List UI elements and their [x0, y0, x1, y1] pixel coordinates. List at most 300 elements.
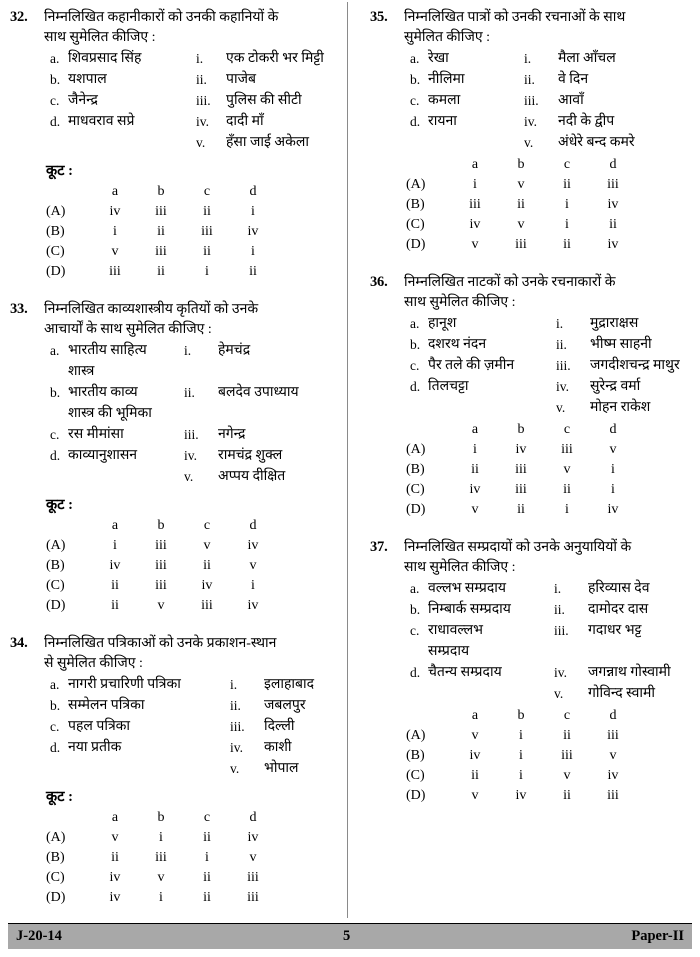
question-stem-line2: सुमेलित कीजिए :	[404, 29, 490, 45]
match-right-item	[184, 466, 285, 487]
match-left-item	[404, 48, 524, 69]
option-value-c: iv	[201, 578, 213, 593]
option-value-b: iii	[155, 558, 167, 573]
option-tag: (B)	[406, 462, 425, 477]
option-tag: (C)	[406, 482, 425, 497]
match-right-item	[524, 48, 616, 69]
options-header-blank	[404, 420, 452, 440]
option-value-b: iv	[515, 788, 527, 803]
option-value-c: iii	[561, 748, 573, 763]
option-value-a: ii	[111, 850, 119, 865]
option-tag: (C)	[46, 870, 65, 885]
option-value-a: iv	[469, 748, 481, 763]
option-value-b: i	[519, 768, 523, 783]
match-right-text: भीष्म साहनी	[590, 337, 652, 352]
match-right-numeral: i.	[230, 677, 238, 692]
question-stem-line2: साथ सुमेलित कीजिए :	[404, 294, 516, 310]
match-left-label: b.	[410, 337, 421, 352]
match-left-label: a.	[50, 51, 60, 66]
match-left-item	[404, 578, 554, 599]
option-row[interactable]	[404, 766, 636, 786]
match-left-text	[428, 376, 468, 397]
match-right-item	[524, 111, 614, 132]
option-tag: (B)	[46, 558, 65, 573]
match-left-label: a.	[410, 51, 420, 66]
match-row	[404, 397, 692, 418]
options-header-a: a	[111, 184, 119, 199]
match-row	[404, 69, 692, 90]
match-right-text: रामचंद्र शुक्ल	[218, 448, 283, 463]
question-stem	[404, 538, 692, 577]
options-table	[44, 182, 276, 282]
option-value-b: v	[157, 598, 165, 613]
match-right-item	[230, 758, 299, 779]
match-right-text: काशी	[264, 740, 292, 755]
option-value-d: iii	[247, 890, 259, 905]
match-right-item	[230, 737, 292, 758]
match-left-text-main: नागरी प्रचारिणी पत्रिका	[68, 677, 181, 692]
options-header-d: d	[249, 518, 257, 533]
option-value-d: iv	[607, 197, 619, 212]
option-row[interactable]	[44, 576, 276, 596]
option-row[interactable]	[404, 195, 636, 215]
question-spacer	[370, 808, 692, 824]
option-value-d: ii	[249, 264, 257, 279]
options-header-row	[404, 155, 636, 175]
option-row[interactable]	[44, 202, 276, 222]
option-value-c: v	[563, 768, 571, 783]
options-table	[404, 420, 636, 520]
match-row	[44, 674, 342, 695]
match-row	[44, 695, 342, 716]
options-header-c: c	[563, 422, 571, 437]
match-right-item	[556, 313, 638, 334]
match-left-label: c.	[410, 93, 420, 108]
option-row[interactable]	[44, 262, 276, 282]
koot-label: कूट :	[46, 497, 73, 513]
option-row[interactable]	[404, 215, 636, 235]
option-value-d: iii	[607, 788, 619, 803]
match-left-text	[428, 599, 511, 620]
match-right-item	[556, 376, 640, 397]
match-left-label: b.	[50, 72, 61, 87]
option-value-a: v	[111, 830, 119, 845]
option-value-b: i	[159, 890, 163, 905]
match-left-text-main: जैनेन्द्र	[68, 93, 98, 108]
match-row	[44, 340, 342, 382]
match-left-item	[404, 662, 554, 683]
option-value-a: v	[471, 728, 479, 743]
match-right-item	[196, 132, 309, 153]
match-right-numeral: v.	[230, 761, 240, 776]
question-body	[44, 8, 342, 282]
match-left-text-main: निम्बार्क सम्प्रदाय	[428, 602, 511, 617]
option-value-c: iii	[561, 442, 573, 457]
question-block	[370, 538, 692, 806]
match-right-item	[556, 334, 652, 355]
match-left-label: d.	[410, 114, 421, 129]
question-stem-line1: निम्नलिखित काव्यशास्त्रीय कृतियों को उनके	[44, 302, 259, 317]
match-left-label: c.	[50, 427, 60, 442]
match-right-item	[554, 620, 641, 641]
option-tag: (A)	[406, 177, 426, 192]
option-value-d: iv	[247, 830, 259, 845]
option-value-b: iii	[155, 578, 167, 593]
match-right-numeral: ii.	[524, 72, 535, 87]
match-right-numeral: ii.	[554, 602, 565, 617]
option-row[interactable]	[404, 500, 636, 520]
match-right-numeral: iii.	[524, 93, 539, 108]
option-value-d: v	[609, 442, 617, 457]
option-value-d: i	[251, 578, 255, 593]
match-right-numeral: iii.	[230, 719, 245, 734]
match-left-text-main: कमला	[428, 93, 461, 108]
option-tag: (A)	[46, 538, 66, 553]
option-row[interactable]	[44, 556, 276, 576]
match-right-numeral: iv.	[554, 665, 567, 680]
option-tag: (A)	[406, 728, 426, 743]
match-left-text-main: यशपाल	[68, 72, 107, 87]
options-table	[44, 808, 276, 908]
match-left-label: c.	[50, 93, 60, 108]
question-spacer	[10, 618, 342, 634]
options-header-d: d	[609, 422, 617, 437]
match-right-numeral: i.	[524, 51, 532, 66]
right-column	[350, 0, 700, 925]
match-right-text: एक टोकरी भर मिट्टी	[226, 51, 324, 66]
match-row	[44, 48, 342, 69]
options-header-c: c	[203, 184, 211, 199]
option-row[interactable]	[44, 596, 276, 616]
match-right-item	[184, 382, 299, 403]
match-right-item	[556, 355, 680, 376]
match-left-item	[44, 695, 230, 716]
option-row[interactable]	[44, 242, 276, 262]
match-right-numeral: iv.	[556, 379, 569, 394]
option-value-d: iv	[247, 538, 259, 553]
option-value-a: iv	[109, 890, 121, 905]
match-left-item	[404, 90, 524, 111]
match-left-text	[68, 69, 107, 90]
question-block	[370, 273, 692, 520]
match-right-text: जगदीशचन्द्र माथुर	[590, 358, 680, 373]
match-left-label: b.	[50, 698, 61, 713]
match-right-item	[524, 90, 584, 111]
match-left-item	[44, 382, 184, 424]
match-right-numeral: v.	[554, 686, 564, 701]
match-row	[44, 424, 342, 445]
option-value-b: iii	[155, 204, 167, 219]
option-row[interactable]	[404, 726, 636, 746]
match-left-item	[404, 334, 556, 355]
match-right-text: इलाहाबाद	[264, 677, 315, 692]
match-list	[404, 313, 692, 418]
option-value-b: iii	[155, 538, 167, 553]
option-value-b: ii	[517, 197, 525, 212]
option-row[interactable]	[404, 460, 636, 480]
match-left-label: a.	[410, 581, 420, 596]
match-list	[404, 578, 692, 704]
options-table	[404, 706, 636, 806]
match-right-text: हेमचंद्र	[218, 343, 251, 358]
option-tag: (B)	[406, 197, 425, 212]
column-divider	[347, 2, 348, 918]
match-left-text	[428, 662, 502, 683]
match-row	[404, 662, 692, 683]
option-value-b: v	[517, 177, 525, 192]
option-value-b: iii	[155, 244, 167, 259]
match-row	[44, 69, 342, 90]
match-row	[44, 90, 342, 111]
match-left-text	[428, 69, 465, 90]
option-value-d: iv	[607, 768, 619, 783]
match-row	[404, 620, 692, 662]
match-left-item	[44, 424, 184, 445]
question-body	[44, 634, 342, 908]
option-value-c: ii	[563, 237, 571, 252]
option-value-c: ii	[563, 177, 571, 192]
match-left-item	[44, 69, 196, 90]
options-header-d: d	[609, 157, 617, 172]
option-row[interactable]	[404, 786, 636, 806]
options-header-c: c	[563, 708, 571, 723]
match-right-text: हरिव्यास देव	[588, 581, 650, 596]
option-row[interactable]	[44, 848, 276, 868]
match-left-item	[404, 376, 556, 397]
question-stem-line1: निम्नलिखित नाटकों को उनके रचनाकारों के	[404, 275, 616, 290]
option-value-c: i	[205, 264, 209, 279]
option-value-c: ii	[563, 788, 571, 803]
question-number: 36.	[370, 274, 388, 290]
match-left-label: c.	[50, 719, 60, 734]
question-stem-line1: निम्नलिखित कहानीकारों को उनकी कहानियों के	[44, 10, 279, 25]
match-left-text-main: रस मीमांसा	[68, 427, 124, 442]
question-stem-line2: साथ सुमेलित कीजिए :	[404, 559, 516, 575]
question-number: 33.	[10, 301, 28, 317]
match-left-text	[68, 90, 98, 111]
match-left-label: a.	[50, 677, 60, 692]
match-right-numeral: ii.	[196, 72, 207, 87]
match-left-text-main: पहल पत्रिका	[68, 719, 131, 734]
option-value-d: i	[611, 482, 615, 497]
options-header-row	[44, 516, 276, 536]
match-right-numeral: v.	[556, 400, 566, 415]
option-value-c: ii	[563, 482, 571, 497]
option-row[interactable]	[404, 440, 636, 460]
match-left-text	[428, 355, 514, 376]
option-value-a: v	[471, 237, 479, 252]
match-left-text-main: चैतन्य सम्प्रदाय	[428, 665, 502, 680]
match-left-item	[404, 355, 556, 376]
match-right-text: अंधेरे बन्द कमरे	[558, 135, 635, 150]
option-value-a: ii	[471, 462, 479, 477]
question-stem-line2: साथ सुमेलित कीजिए :	[44, 29, 156, 45]
question-stem	[44, 634, 342, 673]
option-row[interactable]	[44, 222, 276, 242]
match-right-item	[524, 132, 635, 153]
option-value-a: iv	[109, 558, 121, 573]
question-block	[10, 300, 342, 616]
option-value-c: iii	[201, 598, 213, 613]
question-stem-line2: से सुमेलित कीजिए :	[44, 655, 143, 671]
option-value-a: iv	[469, 217, 481, 232]
option-value-c: v	[563, 462, 571, 477]
option-value-a: v	[111, 244, 119, 259]
match-right-text: बलदेव उपाध्याय	[218, 385, 299, 400]
options-header-a: a	[111, 518, 119, 533]
option-value-a: ii	[111, 578, 119, 593]
page-footer	[8, 923, 692, 949]
options-header-b: b	[517, 708, 525, 723]
option-row[interactable]	[404, 480, 636, 500]
option-value-b: ii	[157, 224, 165, 239]
match-row	[404, 90, 692, 111]
option-value-a: i	[473, 177, 477, 192]
option-value-b: iv	[515, 442, 527, 457]
options-header-b: b	[517, 157, 525, 172]
match-left-text	[428, 90, 460, 111]
match-right-item	[196, 111, 264, 132]
match-row	[404, 334, 692, 355]
question-stem-line1: निम्नलिखित पत्रिकाओं को उनके प्रकाशन-स्थान	[44, 636, 277, 651]
match-left-label: d.	[50, 740, 61, 755]
option-tag: (D)	[46, 890, 66, 905]
match-left-text	[428, 313, 456, 334]
option-row[interactable]	[44, 536, 276, 556]
match-left-item	[44, 111, 196, 132]
option-value-a: iv	[469, 482, 481, 497]
match-right-text: मुद्राराक्षस	[590, 316, 639, 331]
match-left-text-main: शिवप्रसाद सिंह	[68, 51, 142, 66]
match-left-item	[404, 111, 524, 132]
option-value-a: v	[471, 502, 479, 517]
match-right-item	[524, 69, 588, 90]
match-left-text-cont: शास्त्र की भूमिका	[68, 406, 152, 421]
match-row	[404, 132, 692, 153]
match-left-text-cont: शास्त्र	[68, 364, 95, 379]
match-left-item	[404, 620, 554, 662]
option-value-b: i	[159, 830, 163, 845]
match-left-text	[428, 111, 457, 132]
match-left-label: a.	[50, 343, 60, 358]
option-row[interactable]	[44, 888, 276, 908]
option-tag: (B)	[46, 224, 65, 239]
option-value-c: ii	[203, 558, 211, 573]
match-right-text: गोविन्द स्वामी	[588, 686, 656, 701]
match-row	[404, 578, 692, 599]
koot-label: कूट :	[46, 163, 73, 179]
match-left-text	[428, 620, 483, 662]
match-left-text	[68, 737, 121, 758]
option-value-d: iv	[247, 224, 259, 239]
match-right-text: वे दिन	[558, 72, 589, 87]
match-left-text-main: नीलिमा	[428, 72, 465, 87]
match-row	[404, 111, 692, 132]
match-right-item	[230, 716, 295, 737]
option-row[interactable]	[404, 746, 636, 766]
match-right-text: मोहन राकेश	[590, 400, 651, 415]
option-tag: (D)	[406, 237, 426, 252]
match-right-text: पुलिस की सीटी	[226, 93, 302, 108]
options-header-b: b	[157, 810, 165, 825]
question-block	[370, 8, 692, 255]
match-left-text-main: हानूश	[428, 316, 457, 331]
match-left-text	[428, 578, 506, 599]
option-value-b: i	[519, 748, 523, 763]
option-value-b: i	[519, 728, 523, 743]
option-value-b: ii	[157, 264, 165, 279]
options-header-c: c	[203, 810, 211, 825]
match-left-text-main: पैर तले की ज़मीन	[428, 358, 515, 373]
match-left-text-main: राधावल्लभ	[428, 623, 484, 638]
match-left-text	[68, 674, 181, 695]
match-right-numeral: iv.	[196, 114, 209, 129]
match-left-text	[428, 334, 486, 355]
option-value-a: v	[471, 788, 479, 803]
options-header-row	[44, 182, 276, 202]
options-header-b: b	[157, 184, 165, 199]
match-left-label: d.	[50, 448, 61, 463]
match-right-numeral: iii.	[556, 358, 571, 373]
option-row[interactable]	[44, 828, 276, 848]
match-right-numeral: ii.	[556, 337, 567, 352]
option-row[interactable]	[404, 175, 636, 195]
options-header-d: d	[609, 708, 617, 723]
koot-label: कूट :	[46, 789, 73, 805]
match-left-text-main: नया प्रतीक	[68, 740, 122, 755]
match-right-text: अप्पय दीक्षित	[218, 469, 286, 484]
option-value-d: iv	[607, 237, 619, 252]
match-left-label: b.	[410, 72, 421, 87]
option-value-b: iii	[515, 237, 527, 252]
option-value-d: v	[609, 748, 617, 763]
option-value-b: v	[517, 217, 525, 232]
match-right-numeral: i.	[184, 343, 192, 358]
match-right-text: दिल्ली	[264, 719, 295, 734]
match-left-text-main: रायना	[428, 114, 457, 129]
question-stem-line1: निम्नलिखित पात्रों को उनकी रचनाओं के साथ	[404, 10, 626, 25]
options-header-b: b	[517, 422, 525, 437]
option-tag: (C)	[46, 244, 65, 259]
question-body	[404, 538, 692, 806]
options-header-a: a	[471, 422, 479, 437]
option-row[interactable]	[404, 235, 636, 255]
match-row	[44, 466, 342, 487]
match-left-text-main: दशरथ नंदन	[428, 337, 487, 352]
match-left-text	[68, 716, 130, 737]
option-value-b: iii	[515, 462, 527, 477]
option-value-a: i	[113, 538, 117, 553]
option-tag: (C)	[46, 578, 65, 593]
match-left-text-main: भारतीय काव्य	[68, 385, 138, 400]
option-value-a: iv	[109, 204, 121, 219]
question-stem-line1: निम्नलिखित सम्प्रदायों को उनके अनुयायियों के	[404, 540, 632, 555]
match-row	[44, 382, 342, 424]
option-value-c: i	[565, 197, 569, 212]
question-stem	[404, 8, 692, 47]
match-right-text: पाजेब	[226, 72, 256, 87]
match-right-numeral: iii.	[554, 623, 569, 638]
match-right-numeral: iv.	[184, 448, 197, 463]
option-row[interactable]	[44, 868, 276, 888]
question-stem	[44, 300, 342, 339]
options-header-row	[404, 706, 636, 726]
question-stem	[44, 8, 342, 47]
match-row	[44, 758, 342, 779]
options-header-c: c	[563, 157, 571, 172]
match-left-item	[44, 445, 184, 466]
match-list	[44, 340, 342, 487]
